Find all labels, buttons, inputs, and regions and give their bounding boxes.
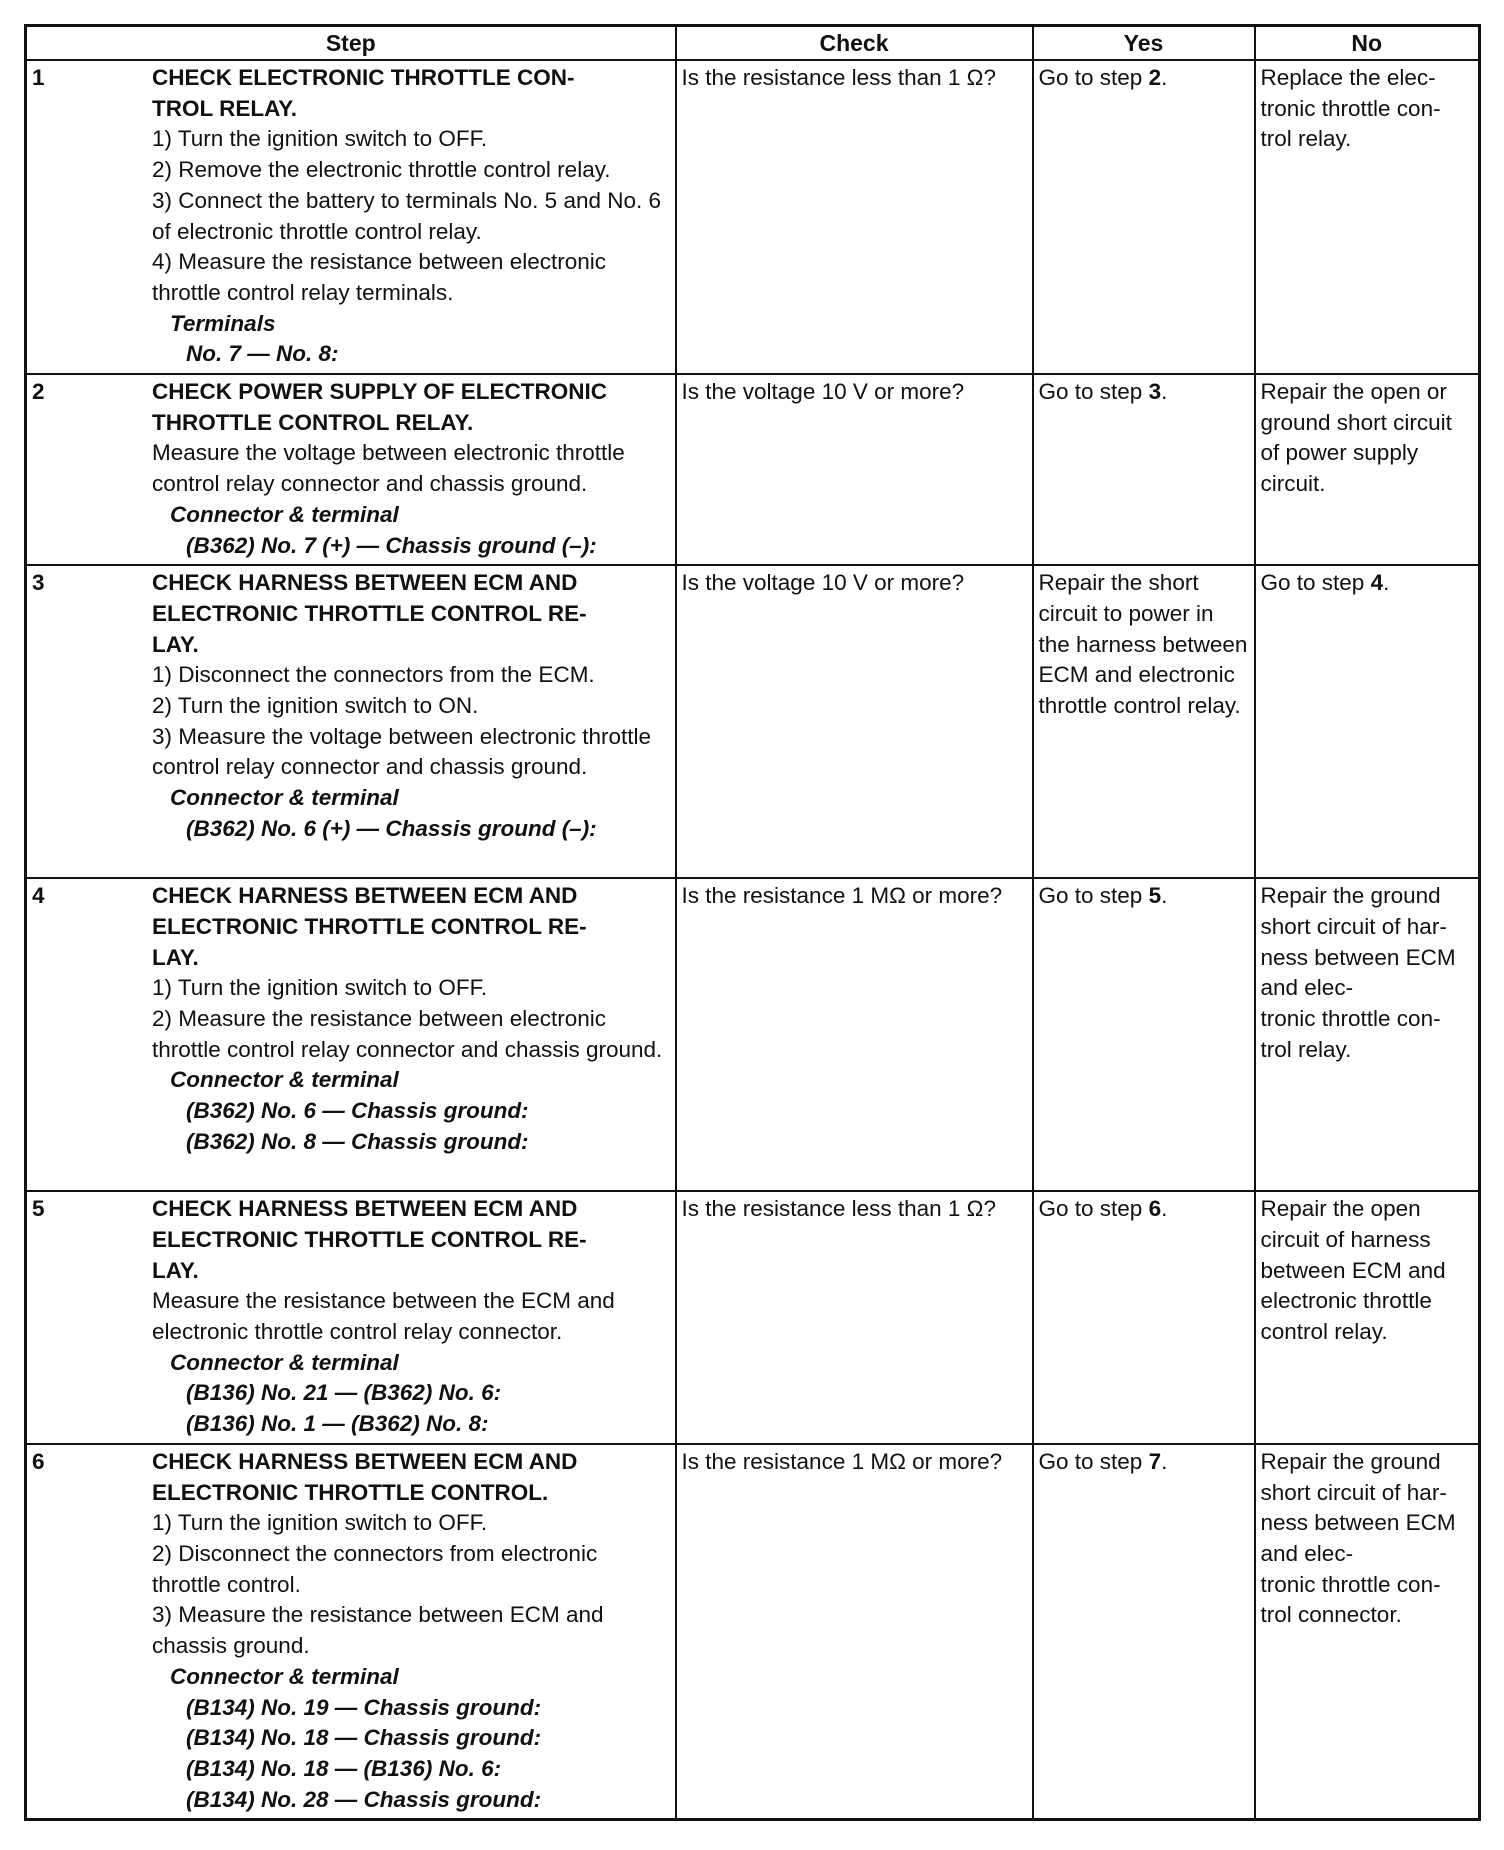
check-cell: Is the resistance less than 1 Ω?	[676, 60, 1033, 374]
yes-cell	[1033, 1191, 1255, 1444]
terminal-spec: (B362) No. 6 (+) — Chassis ground (–):	[186, 815, 597, 841]
yes-suffix: .	[1161, 1196, 1168, 1222]
terminal-spec: (B134) No. 18 — (B136) No. 6:	[186, 1755, 502, 1781]
check-cell: Is the voltage 10 V or more?	[676, 565, 1033, 878]
yes-text: Go to step	[1038, 379, 1149, 405]
table-row	[26, 374, 1480, 565]
yes-suffix: .	[1161, 883, 1168, 909]
yes-text: Go to step	[1038, 1196, 1149, 1222]
instruction: 3) Measure the resistance between ECM and chassis ground.	[152, 1602, 604, 1659]
yes-cell	[1033, 878, 1255, 1191]
table-row	[26, 1444, 1480, 1820]
yes-text: Go to step	[1038, 65, 1149, 90]
yes-text: Go to step	[1038, 1448, 1149, 1474]
yes-text: Go to step	[1038, 883, 1149, 909]
no-cell: Repair the ground short circuit of har- ness between ECM and elec- tronic throttle con- trol connector.	[1255, 1444, 1480, 1820]
no-step-ref: 4	[1370, 570, 1384, 596]
instruction: 1) Turn the ignition switch to OFF.	[152, 975, 488, 1001]
table-row	[26, 60, 1480, 374]
instruction: 2) Turn the ignition switch to ON.	[152, 693, 479, 719]
instruction: Measure the voltage between electronic throttle control relay connector and chassis ground.	[152, 440, 625, 497]
instruction: 2) Remove the electronic throttle control relay.	[152, 157, 611, 183]
terminals-heading: Connector & terminal	[170, 1663, 399, 1689]
no-cell: Repair the open or ground short circuit of power supply circuit.	[1255, 374, 1480, 565]
step-cell	[26, 374, 676, 565]
check-cell: Is the voltage 10 V or more?	[676, 374, 1033, 565]
yes-step-ref: 2	[1148, 65, 1162, 90]
terminal-spec: (B362) No. 8 — Chassis ground:	[186, 1128, 529, 1154]
terminal-spec: (B136) No. 21 — (B362) No. 6:	[186, 1380, 502, 1406]
terminal-spec: (B134) No. 18 — Chassis ground:	[186, 1725, 542, 1751]
yes-step-ref: 6	[1148, 1196, 1162, 1222]
step-cell	[26, 1191, 676, 1444]
step-title: CHECK HARNESS BETWEEN ECM AND ELECTRONIC THROTTLE CONTROL RE- LAY.	[152, 883, 587, 970]
diagnostic-procedure-sheet	[24, 24, 1478, 1821]
yes-step-ref: 3	[1148, 379, 1162, 405]
instruction: 3) Connect the battery to terminals No. 5 and No. 6 of electronic throttle control relay.	[152, 187, 662, 244]
step-cell	[26, 878, 676, 1191]
terminal-spec: (B136) No. 1 — (B362) No. 8:	[186, 1411, 489, 1437]
step-number: 3	[32, 570, 45, 596]
terminal-spec: (B362) No. 7 (+) — Chassis ground (–):	[186, 532, 597, 558]
step-title: CHECK HARNESS BETWEEN ECM AND ELECTRONIC THROTTLE CONTROL RE- LAY.	[152, 1196, 587, 1283]
check-cell: Is the resistance less than 1 Ω?	[676, 1191, 1033, 1444]
terminals-heading: Connector & terminal	[170, 1067, 399, 1093]
check-cell: Is the resistance 1 MΩ or more?	[676, 878, 1033, 1191]
yes-cell	[1033, 374, 1255, 565]
header-yes: Yes	[1033, 26, 1255, 61]
header-step: Step	[26, 26, 676, 61]
instruction: 1) Disconnect the connectors from the ECM.	[152, 662, 595, 688]
no-cell: Replace the elec- tronic throttle con- trol relay.	[1255, 60, 1480, 374]
table-header-row	[26, 26, 1480, 61]
table-row	[26, 1191, 1480, 1444]
table-row	[26, 878, 1480, 1191]
step-title: CHECK POWER SUPPLY OF ELECTRONIC THROTTLE CONTROL RELAY.	[152, 379, 608, 435]
yes-cell	[1033, 60, 1255, 374]
step-cell	[26, 60, 676, 374]
instruction: 2) Measure the resistance between electronic throttle control relay connector and chassis ground.	[152, 1006, 663, 1062]
check-cell: Is the resistance 1 MΩ or more?	[676, 1444, 1033, 1820]
step-cell	[26, 565, 676, 878]
yes-suffix: .	[1161, 65, 1168, 90]
yes-step-ref: 7	[1148, 1448, 1162, 1474]
instruction: 4) Measure the resistance between electronic throttle control relay terminals.	[152, 249, 606, 305]
instruction: 3) Measure the voltage between electronic throttle control relay connector and chassis ground.	[152, 723, 652, 780]
header-check: Check	[676, 26, 1033, 61]
step-number: 2	[32, 379, 45, 405]
terminal-spec: (B362) No. 6 — Chassis ground:	[186, 1098, 529, 1124]
header-no: No	[1255, 26, 1480, 61]
step-title: CHECK HARNESS BETWEEN ECM AND ELECTRONIC THROTTLE CONTROL RE- LAY.	[152, 570, 587, 657]
yes-step-ref: 5	[1148, 883, 1162, 909]
instruction: 2) Disconnect the connectors from electronic throttle control.	[152, 1540, 598, 1597]
yes-suffix: .	[1161, 379, 1168, 405]
step-title: CHECK HARNESS BETWEEN ECM AND ELECTRONIC THROTTLE CONTROL.	[152, 1448, 578, 1505]
terminals-heading: Terminals	[170, 310, 276, 336]
terminal-spec: (B134) No. 28 — Chassis ground:	[186, 1786, 542, 1812]
step-number: 5	[32, 1196, 45, 1222]
yes-cell	[1033, 1444, 1255, 1820]
instruction: Measure the resistance between the ECM and electronic throttle control relay connector.	[152, 1288, 615, 1345]
yes-cell: Repair the short circuit to power in the harness between ECM and electronic throttle control relay.	[1033, 565, 1255, 878]
step-cell	[26, 1444, 676, 1820]
step-number: 1	[32, 65, 45, 90]
step-title: CHECK ELECTRONIC THROTTLE CON- TROL RELAY.	[152, 65, 575, 121]
yes-suffix: .	[1161, 1448, 1168, 1474]
diagnostic-table	[24, 24, 1481, 1821]
table-row	[26, 565, 1480, 878]
terminal-spec: (B134) No. 19 — Chassis ground:	[186, 1694, 542, 1720]
terminal-spec: No. 7 — No. 8:	[186, 341, 339, 367]
step-number: 4	[32, 883, 45, 909]
no-suffix: .	[1383, 570, 1390, 596]
no-text: Go to step	[1260, 570, 1371, 596]
terminals-heading: Connector & terminal	[170, 1349, 399, 1375]
no-cell	[1255, 565, 1480, 878]
instruction: 1) Turn the ignition switch to OFF.	[152, 1510, 488, 1536]
terminals-heading: Connector & terminal	[170, 501, 399, 527]
no-cell: Repair the ground short circuit of har- ness between ECM and elec- tronic throttle con- trol relay.	[1255, 878, 1480, 1191]
instruction: 1) Turn the ignition switch to OFF.	[152, 126, 488, 152]
terminals-heading: Connector & terminal	[170, 785, 399, 811]
step-number: 6	[32, 1448, 45, 1474]
no-cell: Repair the open circuit of harness between ECM and electronic throttle control relay.	[1255, 1191, 1480, 1444]
